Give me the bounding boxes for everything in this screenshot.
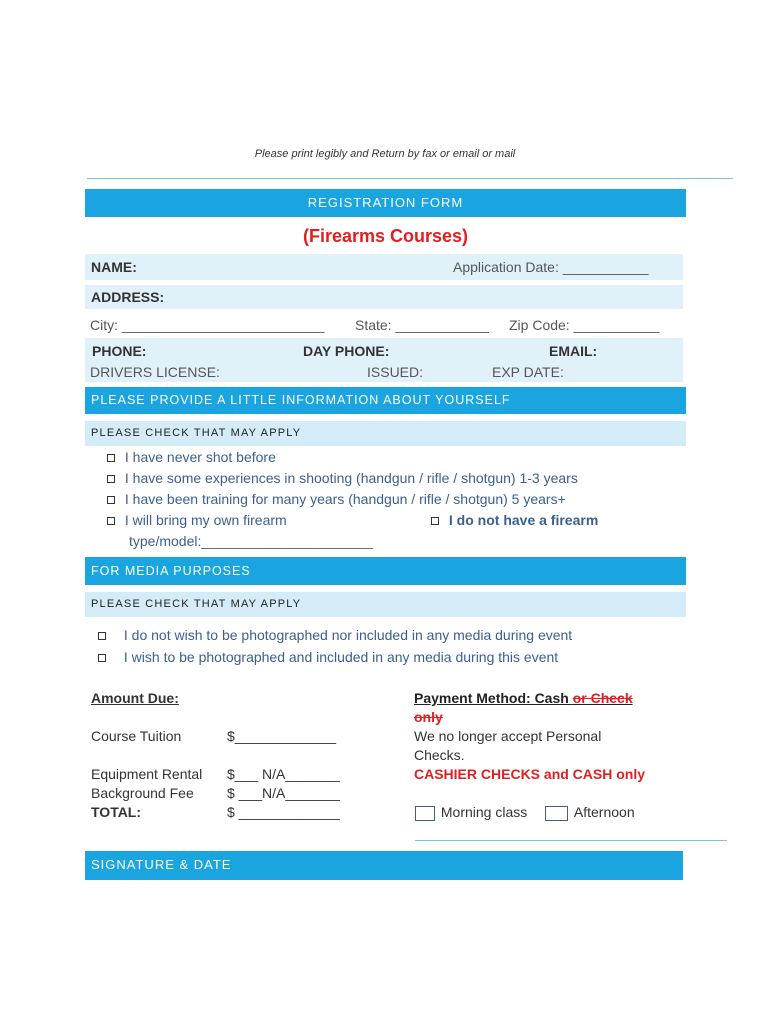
experience-option-some-label: I have some experiences in shooting (handgun / rifle / shotgun) 1-3 years: [124, 470, 578, 486]
checkbox-icon[interactable]: [98, 654, 106, 662]
day-phone-label: DAY PHONE:: [303, 343, 390, 359]
payment-method-only-label: only: [414, 709, 443, 725]
equipment-value[interactable]: $___ N/A_______: [227, 766, 340, 782]
checkbox-icon[interactable]: [107, 475, 115, 483]
amount-due-heading: Amount Due:: [91, 690, 179, 706]
checkbox-icon[interactable]: [107, 454, 115, 462]
form-title: (Firearms Courses): [302, 226, 469, 246]
experience-option-never-label: I have never shot before: [124, 449, 276, 465]
no-firearm-option-label: I do not have a firearm: [448, 512, 599, 528]
experience-option-never[interactable]: [107, 449, 276, 465]
address-row: [85, 285, 683, 309]
experience-option-some[interactable]: [107, 470, 578, 486]
background-label: Background Fee: [91, 785, 194, 801]
total-label: TOTAL:: [91, 804, 142, 820]
about-band-label: PLEASE PROVIDE A LITTLE INFORMATION ABOUT YOURSELF: [91, 393, 511, 407]
payment-note-line1: We no longer accept Personal: [414, 728, 602, 744]
application-date-field[interactable]: Application Date: ___________: [453, 259, 649, 275]
checkbox-icon[interactable]: [545, 806, 568, 821]
address-label: ADDRESS:: [91, 289, 165, 305]
about-subband: [85, 421, 686, 446]
checkbox-icon[interactable]: [415, 806, 435, 821]
afternoon-class-option[interactable]: [545, 804, 635, 821]
media-option-yes[interactable]: [98, 649, 558, 665]
payment-method-only: [414, 709, 443, 725]
drivers-license-label: DRIVERS LICENSE:: [90, 364, 220, 380]
checkbox-icon[interactable]: [107, 517, 115, 525]
registration-band-label: REGISTRATION FORM: [307, 195, 464, 210]
instructions-note: Please print legibly and Return by fax or email or mail: [254, 148, 516, 160]
state-field[interactable]: State: ____________: [355, 317, 489, 333]
issued-label: ISSUED:: [367, 364, 424, 380]
city-field[interactable]: City: __________________________: [90, 317, 325, 333]
signature-band: [85, 851, 683, 880]
payment-method-struck: or Check: [572, 690, 633, 706]
total-value[interactable]: $ _____________: [227, 804, 340, 820]
tuition-label: Course Tuition: [91, 728, 182, 744]
cashier-checks-note: CASHIER CHECKS and CASH only: [414, 766, 646, 782]
afternoon-class-label: Afternoon: [573, 804, 635, 820]
own-firearm-option-label: I will bring my own firearm: [124, 512, 287, 528]
about-subband-label: PLEASE CHECK THAT MAY APPLY: [91, 427, 302, 439]
signature-top-rule: [415, 840, 727, 841]
payment-method-heading: [414, 690, 633, 706]
signature-band-label: SIGNATURE & DATE: [91, 857, 232, 872]
type-model-field[interactable]: type/model:______________________: [129, 533, 373, 549]
top-divider: [87, 178, 733, 179]
media-band-label: FOR MEDIA PURPOSES: [91, 564, 251, 578]
checkbox-icon[interactable]: [107, 496, 115, 504]
email-label: EMAIL:: [549, 343, 598, 359]
payment-note-line2: Checks.: [414, 747, 465, 763]
phone-label: PHONE:: [92, 343, 147, 359]
media-band: [85, 557, 686, 585]
payment-method-label: Payment Method: Cash: [414, 690, 573, 706]
media-option-yes-label: I wish to be photographed and included in any media during this event: [123, 649, 559, 665]
equipment-label: Equipment Rental: [91, 766, 203, 782]
about-band: [85, 387, 686, 414]
morning-class-label: Morning class: [440, 804, 528, 820]
tuition-value[interactable]: $_____________: [227, 728, 337, 744]
experience-option-many-label: I have been training for many years (handgun / rifle / shotgun) 5 years+: [124, 491, 566, 507]
media-subband-label: PLEASE CHECK THAT MAY APPLY: [91, 598, 302, 610]
morning-class-option[interactable]: [415, 804, 527, 821]
zip-field[interactable]: Zip Code: ___________: [509, 317, 660, 333]
name-label: NAME:: [91, 259, 137, 275]
own-firearm-option[interactable]: [107, 512, 287, 528]
experience-option-many[interactable]: [107, 491, 566, 507]
media-option-no-label: I do not wish to be photographed nor included in any media during event: [123, 627, 573, 643]
no-firearm-option[interactable]: [431, 512, 598, 528]
registration-band: [85, 189, 686, 217]
checkbox-icon[interactable]: [431, 517, 439, 525]
checkbox-icon[interactable]: [98, 632, 106, 640]
media-subband: [85, 592, 686, 617]
exp-date-label: EXP DATE:: [492, 364, 564, 380]
background-value[interactable]: $ ___N/A_______: [227, 785, 340, 801]
media-option-no[interactable]: [98, 627, 572, 643]
